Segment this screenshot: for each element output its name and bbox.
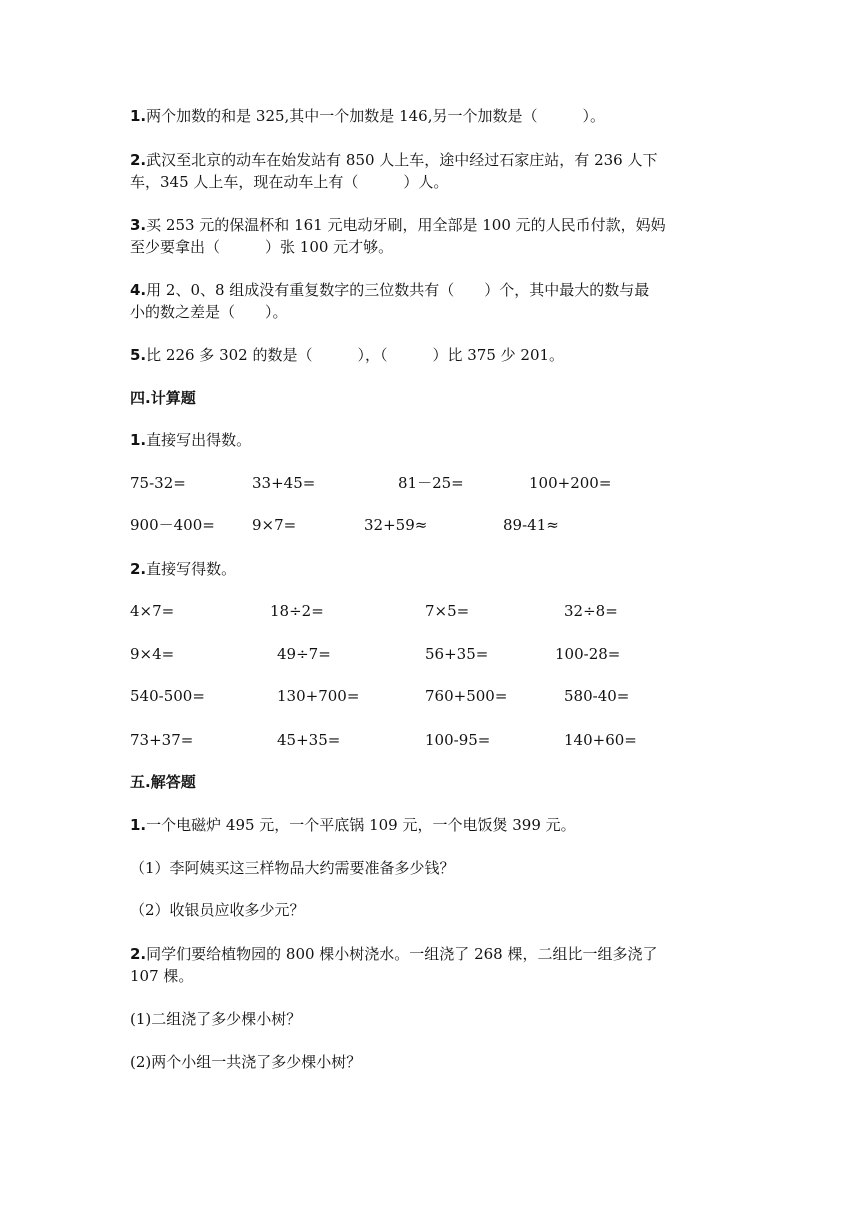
question-text: 买 253 元的保温杯和 161 元电动牙刷，用全部是 100 元的人民币付款，妈妈 xyxy=(146,216,666,234)
calc-item: 4×7= xyxy=(130,602,175,620)
question-number: 5. xyxy=(130,346,147,364)
calc-item: 81－25= xyxy=(398,474,464,492)
question-3-line-1 xyxy=(130,215,730,235)
question-1 xyxy=(130,106,730,126)
calc-item: 7×5= xyxy=(425,602,470,620)
calc-item: 130+700= xyxy=(277,687,360,705)
question-2-line-1 xyxy=(130,150,730,170)
word-problem-2-line-2: 107 棵。 xyxy=(130,967,194,985)
calc-item: 9×7= xyxy=(252,516,297,534)
question-text: 两个加数的和是 325,其中一个加数是 146,另一个加数是（ ）。 xyxy=(146,107,605,125)
calc-item: 900－400= xyxy=(130,516,215,534)
calc-item: 100-95= xyxy=(425,731,491,749)
question-text: 用 2、0、8 组成没有重复数字的三位数共有（ ）个，其中最大的数与最 xyxy=(146,281,650,299)
calc-item: 32÷8= xyxy=(564,602,618,620)
word-problem-2-sub-2: (2)两个小组一共浇了多少棵小树？ xyxy=(130,1053,362,1071)
question-5 xyxy=(130,345,730,365)
word-problem-1 xyxy=(130,815,730,835)
calc-item: 580-40= xyxy=(564,687,630,705)
question-number: 2. xyxy=(130,945,147,963)
calc-item: 56+35= xyxy=(425,645,489,663)
calc-item: 33+45= xyxy=(252,474,316,492)
question-3-line-2: 至少要拿出（ ）张 100 元才够。 xyxy=(130,238,394,256)
question-text: 直接写出得数。 xyxy=(146,431,252,449)
calc-problem-2 xyxy=(130,559,730,579)
calc-item: 540-500= xyxy=(130,687,205,705)
question-number: 3. xyxy=(130,216,147,234)
question-number: 1. xyxy=(130,107,147,125)
calc-item: 9×4= xyxy=(130,645,175,663)
calc-problem-1 xyxy=(130,430,730,450)
question-text: 同学们要给植物园的 800 棵小树浇水。一组浇了 268 棵，二组比一组多浇了 xyxy=(146,945,658,963)
question-text: 武汉至北京的动车在始发站有 850 人上车，途中经过石家庄站，有 236 人下 xyxy=(146,151,658,169)
calc-item: 760+500= xyxy=(425,687,508,705)
question-text: 直接写得数。 xyxy=(146,560,237,578)
word-problem-1-sub-1: （1）李阿姨买这三样物品大约需要准备多少钱？ xyxy=(130,859,455,877)
question-text: 一个电磁炉 495 元，一个平底锅 109 元，一个电饭煲 399 元。 xyxy=(146,816,576,834)
question-number: 2. xyxy=(130,560,147,578)
question-2-line-2: 车，345 人上车，现在动车上有（ ）人。 xyxy=(130,173,449,191)
calc-item: 140+60= xyxy=(564,731,637,749)
calc-item: 100+200= xyxy=(529,474,612,492)
question-4-line-2: 小的数之差是（ ）。 xyxy=(130,303,288,321)
calc-item: 100-28= xyxy=(555,645,621,663)
question-number: 1. xyxy=(130,816,147,834)
calc-item: 75-32= xyxy=(130,474,186,492)
question-number: 2. xyxy=(130,151,147,169)
question-text: 比 226 多 302 的数是（ ），（ ）比 375 少 201。 xyxy=(146,346,565,364)
calc-item: 32+59≈ xyxy=(364,516,428,534)
word-problem-2-sub-1: (1)二组浇了多少棵小树？ xyxy=(130,1010,302,1028)
calc-item: 45+35= xyxy=(277,731,341,749)
question-4-line-1 xyxy=(130,280,730,300)
question-number: 1. xyxy=(130,431,147,449)
calc-item: 49÷7= xyxy=(277,645,331,663)
section-4-title: 四.计算题 xyxy=(130,389,196,407)
section-5-title: 五.解答题 xyxy=(130,773,196,791)
calc-item: 89-41≈ xyxy=(503,516,559,534)
calc-item: 18÷2= xyxy=(270,602,324,620)
question-number: 4. xyxy=(130,281,147,299)
word-problem-2-line-1 xyxy=(130,944,730,964)
word-problem-1-sub-2: （2）收银员应收多少元？ xyxy=(130,901,305,919)
calc-item: 73+37= xyxy=(130,731,194,749)
